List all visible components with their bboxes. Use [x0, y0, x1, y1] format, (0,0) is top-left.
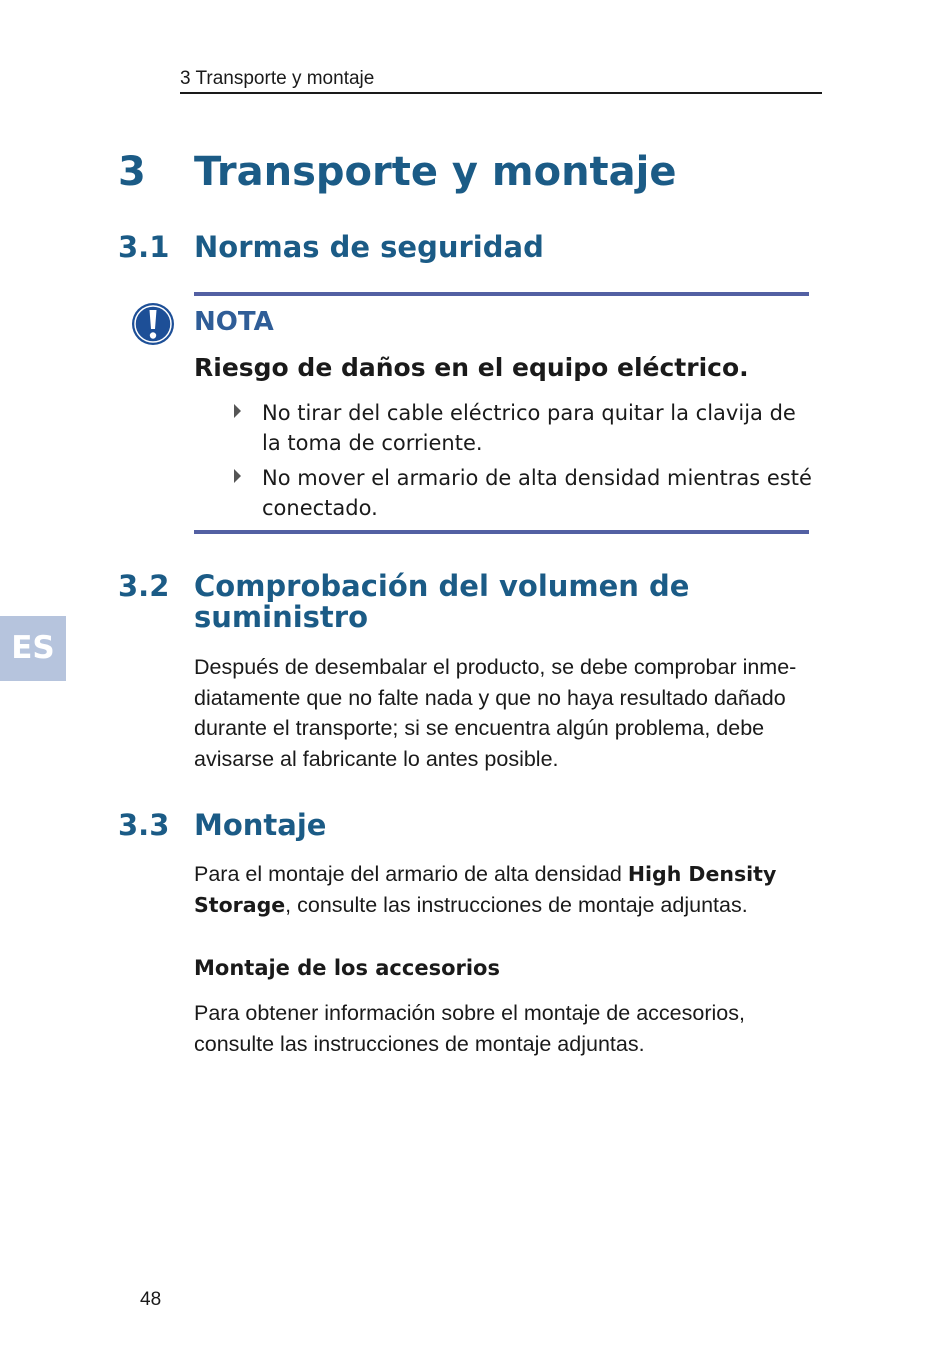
language-tab: ES — [0, 616, 66, 681]
note-top-rule — [194, 292, 809, 296]
note-list — [230, 398, 820, 528]
subheading: Montaje de los accesorios — [194, 956, 500, 980]
list-item — [230, 398, 820, 458]
page-number: 48 — [140, 1289, 162, 1310]
section-3-3-body — [194, 859, 814, 920]
product-name: High Density Storage — [194, 862, 777, 917]
list-item — [230, 463, 820, 523]
body-text: , consulte las instrucciones de montaje adjuntas. — [285, 892, 748, 917]
section-title: Montaje — [194, 808, 327, 842]
arrow-bullet-icon — [234, 469, 241, 483]
section-number: 3.2 — [118, 569, 170, 603]
note-label: NOTA — [194, 307, 274, 337]
list-item-text: No mover el armario de alta densidad mientras esté conectado. — [262, 466, 812, 520]
chapter-number: 3 — [118, 149, 146, 195]
list-item-text: No tirar del cable eléctrico para quitar la clavija de la toma de corriente. — [262, 401, 796, 455]
section-number: 3.1 — [118, 230, 170, 264]
note-subtitle: Riesgo de daños en el equipo eléctrico. — [194, 353, 749, 382]
section-title: Comprobación del volumen de suministro — [194, 569, 690, 634]
note-bottom-rule — [194, 530, 809, 534]
accessories-body: Para obtener información sobre el montaje de accesorios, consulte las instrucciones de montaje adjuntas. — [194, 1001, 745, 1056]
arrow-bullet-icon — [234, 404, 241, 418]
running-header: 3 Transporte y montaje — [180, 66, 822, 94]
section-title: Normas de seguridad — [194, 230, 544, 264]
body-text: Para el montaje del armario de alta densidad — [194, 862, 628, 886]
chapter-title: Transporte y montaje — [194, 149, 677, 195]
section-3-2-body: Después de desembalar el producto, se debe comprobar inme-diatamente que no falte nada y que no haya resultado dañado durante el transporte; si se encuentra algún problema, debe avisarse al fabricante lo antes posible. — [194, 655, 797, 771]
section-number: 3.3 — [118, 808, 170, 842]
exclamation-icon — [131, 302, 175, 346]
